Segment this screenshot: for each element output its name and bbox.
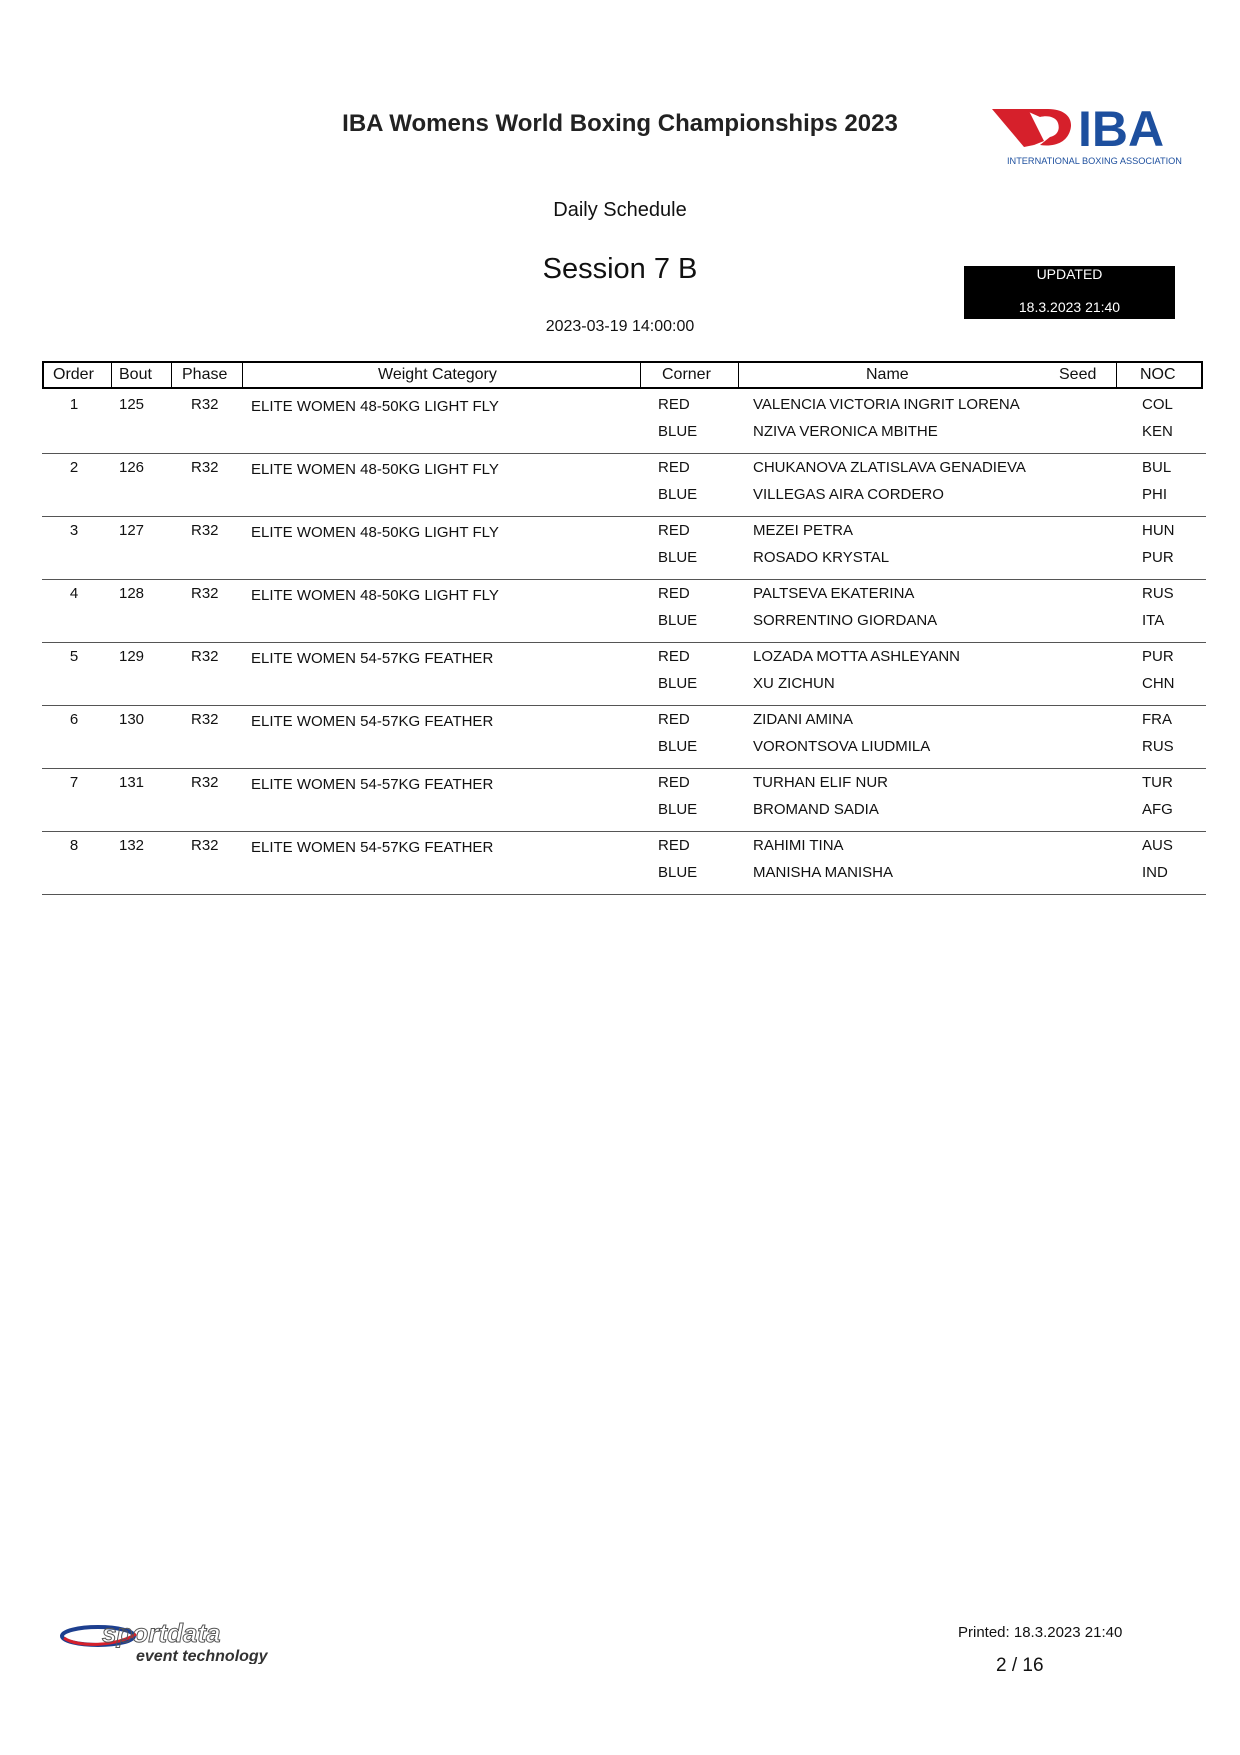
updated-value: 18.3.2023 21:40	[1018, 299, 1121, 315]
page-number: 2 / 16	[996, 1655, 1044, 1676]
red-noc-cell: BUL	[1142, 459, 1172, 476]
order-cell: 5	[69, 648, 79, 665]
red-name-cell: CHUKANOVA ZLATISLAVA GENADIEVA	[753, 459, 1026, 476]
bout-cell: 129	[119, 648, 145, 665]
session-datetime: 2023-03-19 14:00:00	[545, 318, 695, 335]
red-name-cell: PALTSEVA EKATERINA	[753, 585, 915, 602]
updated-badge	[964, 266, 1175, 319]
blue-corner-cell: BLUE	[658, 549, 698, 566]
col-seed: Seed	[1059, 366, 1097, 383]
red-noc-cell: TUR	[1142, 774, 1173, 791]
weight-cell: ELITE WOMEN 54-57KG FEATHER	[251, 713, 494, 730]
order-cell: 3	[69, 522, 79, 539]
weight-cell: ELITE WOMEN 54-57KG FEATHER	[251, 839, 494, 856]
col-order: Order	[53, 366, 94, 383]
blue-corner-cell: BLUE	[658, 612, 698, 629]
blue-corner-cell: BLUE	[658, 864, 698, 881]
col-divider	[738, 363, 739, 389]
blue-noc-cell: CHN	[1142, 675, 1175, 692]
red-corner-cell: RED	[658, 396, 690, 413]
phase-cell: R32	[191, 711, 219, 728]
blue-noc-cell: IND	[1142, 864, 1168, 881]
phase-cell: R32	[191, 585, 219, 602]
iba-wordmark: IBA	[1078, 105, 1165, 157]
iba-tagline: INTERNATIONAL BOXING ASSOCIATION	[1007, 156, 1182, 166]
bout-cell: 132	[119, 837, 145, 854]
session-title: Session 7 B	[542, 253, 698, 285]
order-cell: 7	[69, 774, 79, 791]
bout-cell: 127	[119, 522, 145, 539]
blue-name-cell: VORONTSOVA LIUDMILA	[753, 738, 931, 755]
order-cell: 2	[69, 459, 79, 476]
red-name-cell: TURHAN ELIF NUR	[753, 774, 889, 791]
weight-cell: ELITE WOMEN 54-57KG FEATHER	[251, 650, 494, 667]
printed-value: 18.3.2023 21:40	[1013, 1624, 1123, 1641]
phase-cell: R32	[191, 648, 219, 665]
col-divider	[171, 363, 172, 389]
table-row	[42, 453, 1206, 517]
blue-noc-cell: KEN	[1142, 423, 1173, 440]
table-header	[42, 361, 1203, 389]
table-row	[42, 642, 1206, 706]
table-row	[42, 516, 1206, 580]
blue-name-cell: ROSADO KRYSTAL	[753, 549, 890, 566]
weight-cell: ELITE WOMEN 48-50KG LIGHT FLY	[251, 524, 499, 541]
red-corner-cell: RED	[658, 459, 690, 476]
bout-cell: 131	[119, 774, 145, 791]
table-row	[42, 705, 1206, 769]
col-bout: Bout	[119, 366, 152, 383]
col-phase: Phase	[182, 366, 228, 383]
phase-cell: R32	[191, 774, 219, 791]
red-noc-cell: COL	[1142, 396, 1173, 413]
red-corner-cell: RED	[658, 585, 690, 602]
blue-corner-cell: BLUE	[658, 423, 698, 440]
red-noc-cell: RUS	[1142, 585, 1174, 602]
blue-corner-cell: BLUE	[658, 675, 698, 692]
red-noc-cell: AUS	[1142, 837, 1173, 854]
blue-noc-cell: PUR	[1142, 549, 1174, 566]
phase-cell: R32	[191, 396, 219, 413]
blue-name-cell: MANISHA MANISHA	[753, 864, 894, 881]
bout-cell: 126	[119, 459, 145, 476]
table-row	[42, 831, 1206, 895]
red-noc-cell: PUR	[1142, 648, 1174, 665]
red-name-cell: RAHIMI TINA	[753, 837, 844, 854]
red-noc-cell: FRA	[1142, 711, 1172, 728]
printed-timestamp	[958, 1624, 1122, 1641]
red-name-cell: ZIDANI AMINA	[753, 711, 854, 728]
weight-cell: ELITE WOMEN 48-50KG LIGHT FLY	[251, 461, 499, 478]
red-corner-cell: RED	[658, 522, 690, 539]
blue-noc-cell: AFG	[1142, 801, 1173, 818]
blue-noc-cell: ITA	[1142, 612, 1165, 629]
bout-cell: 128	[119, 585, 145, 602]
red-corner-cell: RED	[658, 711, 690, 728]
red-corner-cell: RED	[658, 648, 690, 665]
col-divider	[1116, 363, 1117, 389]
col-divider	[242, 363, 243, 389]
col-divider	[640, 363, 641, 389]
col-name: Name	[866, 366, 909, 383]
blue-corner-cell: BLUE	[658, 486, 698, 503]
red-noc-cell: HUN	[1142, 522, 1175, 539]
order-cell: 6	[69, 711, 79, 728]
bout-cell: 130	[119, 711, 145, 728]
bout-cell: 125	[119, 396, 145, 413]
table-row	[42, 390, 1206, 454]
table-row	[42, 579, 1206, 643]
phase-cell: R32	[191, 837, 219, 854]
phase-cell: R32	[191, 459, 219, 476]
printed-label: Printed:	[958, 1624, 1010, 1641]
sportdata-wordmark: sportdata	[102, 1622, 221, 1648]
blue-name-cell: SORRENTINO GIORDANA	[753, 612, 938, 629]
phase-cell: R32	[191, 522, 219, 539]
title-text: IBA Womens World Boxing Championships 2023	[342, 110, 898, 137]
iba-mark-icon	[992, 109, 1071, 147]
red-corner-cell: RED	[658, 774, 690, 791]
table-row	[42, 768, 1206, 832]
blue-noc-cell: RUS	[1142, 738, 1174, 755]
weight-cell: ELITE WOMEN 48-50KG LIGHT FLY	[251, 587, 499, 604]
blue-name-cell: XU ZICHUN	[753, 675, 835, 692]
subtitle: Daily Schedule	[553, 199, 687, 221]
red-name-cell: LOZADA MOTTA ASHLEYANN	[753, 648, 960, 665]
col-weight: Weight Category	[378, 366, 497, 383]
weight-cell: ELITE WOMEN 54-57KG FEATHER	[251, 776, 494, 793]
sportdata-tagline: event technology	[136, 1648, 268, 1664]
updated-label: UPDATED	[1036, 266, 1103, 282]
red-corner-cell: RED	[658, 837, 690, 854]
blue-noc-cell: PHI	[1142, 486, 1168, 503]
sportdata-logo	[58, 1622, 298, 1664]
order-cell: 4	[69, 585, 79, 602]
red-name-cell: MEZEI PETRA	[753, 522, 854, 539]
order-cell: 8	[69, 837, 79, 854]
red-name-cell: VALENCIA VICTORIA INGRIT LORENA	[753, 396, 1020, 413]
blue-name-cell: BROMAND SADIA	[753, 801, 879, 818]
blue-name-cell: VILLEGAS AIRA CORDERO	[753, 486, 944, 503]
weight-cell: ELITE WOMEN 48-50KG LIGHT FLY	[251, 398, 499, 415]
order-cell: 1	[69, 396, 79, 413]
col-noc: NOC	[1140, 366, 1176, 383]
blue-name-cell: NZIVA VERONICA MBITHE	[753, 423, 938, 440]
iba-logo	[990, 105, 1205, 171]
col-divider	[111, 363, 112, 389]
col-corner: Corner	[662, 366, 711, 383]
blue-corner-cell: BLUE	[658, 738, 698, 755]
blue-corner-cell: BLUE	[658, 801, 698, 818]
